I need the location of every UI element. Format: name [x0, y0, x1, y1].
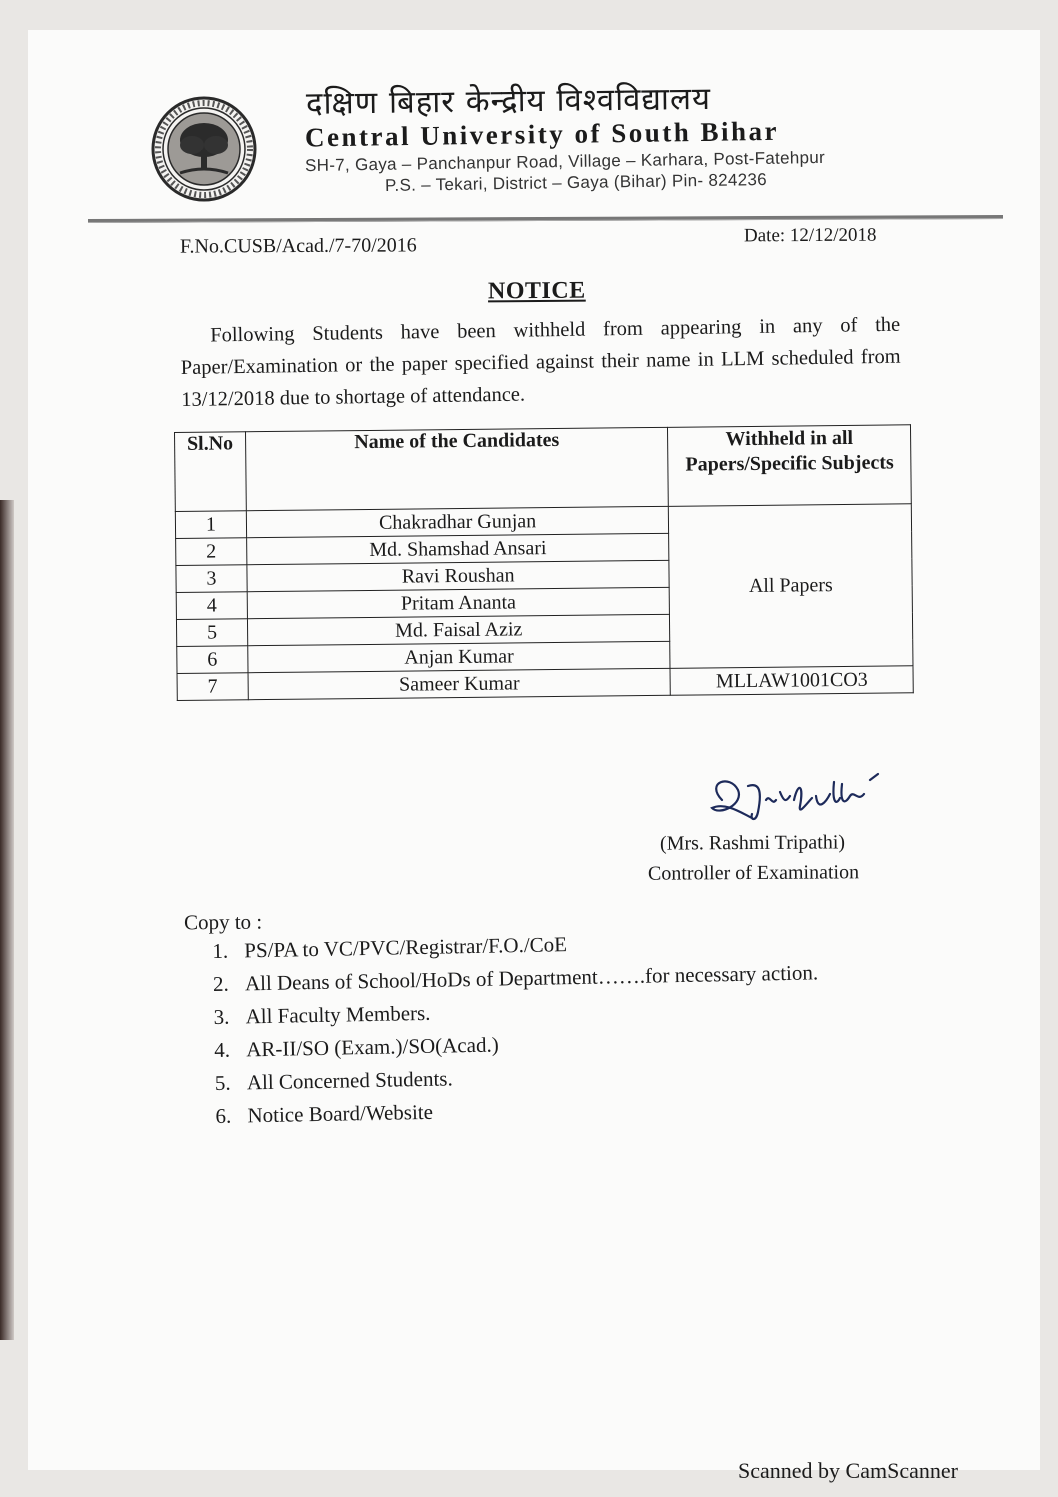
- row-candidate-name: Sameer Kumar: [248, 668, 671, 699]
- row-candidate-name: Md. Faisal Aziz: [247, 614, 670, 645]
- list-item: 3. All Faculty Members.: [213, 1000, 431, 1029]
- row-candidate-name: Md. Shamshad Ansari: [247, 533, 670, 564]
- header-sl-no: Sl.No: [175, 432, 247, 512]
- scanner-watermark: Scanned by CamScanner: [738, 1458, 958, 1483]
- candidates-table: [174, 424, 914, 701]
- scan-edge-shadow: [0, 500, 14, 1340]
- row-candidate-name: Chakradhar Gunjan: [246, 506, 669, 537]
- copy-to-item: PS/PA to VC/PVC/Registrar/F.O./CoE: [244, 932, 568, 963]
- signatory-designation: Controller of Examination: [647, 861, 860, 885]
- address-line-1: SH-7, Gaya – Panchanpur Road, Village – Karhara, Post-Fatehpur: [304, 147, 826, 176]
- copy-to-item: All Deans of School/HoDs of Department…….for necessary action.: [244, 960, 819, 996]
- notice-body: Following Students have been withheld from appearing in any of the Paper/Examination or the paper specified against their name in LLM scheduled from 13/12/2018 due to shortage of attendance.: [180, 313, 901, 411]
- list-item: 6. Notice Board/Website: [215, 1099, 434, 1128]
- copy-to-list: [212, 923, 821, 1133]
- list-item: 1. PS/PA to VC/PVC/Registrar/F.O./CoE: [212, 932, 568, 963]
- university-name-hindi: दक्षिण बिहार केन्द्रीय विश्वविद्यालय: [305, 80, 712, 122]
- copy-to-item: All Faculty Members.: [245, 1000, 431, 1029]
- row-withheld-status: All Papers: [669, 504, 913, 669]
- row-candidate-name: Pritam Ananta: [247, 587, 670, 618]
- notice-title: NOTICE: [487, 277, 586, 305]
- handwritten-signature-icon: [700, 772, 890, 832]
- copy-to-item: AR-II/SO (Exam.)/SO(Acad.): [245, 1032, 499, 1062]
- notice-date: Date: 12/12/2018: [743, 224, 877, 247]
- file-number: F.No.CUSB/Acad./7-70/2016: [179, 234, 417, 258]
- row-sl-no: 3: [176, 565, 247, 593]
- copy-to-item: All Concerned Students.: [246, 1066, 453, 1095]
- signatory-name: (Mrs. Rashmi Tripathi): [659, 831, 846, 855]
- row-sl-no: 2: [176, 538, 247, 566]
- row-candidate-name: Ravi Roushan: [247, 560, 670, 591]
- row-withheld-subject: MLLAW1001CO3: [670, 666, 913, 696]
- list-item: 2. All Deans of School/HoDs of Department…….for necessary action.: [212, 960, 819, 996]
- row-sl-no: 7: [177, 673, 248, 701]
- header-withheld: Withheld in all Papers/Specific Subjects: [668, 425, 911, 507]
- row-candidate-name: Anjan Kumar: [248, 641, 671, 672]
- row-sl-no: 1: [175, 511, 246, 539]
- list-item: 4. AR-II/SO (Exam.)/SO(Acad.): [213, 1032, 499, 1062]
- list-item: 5. All Concerned Students.: [214, 1066, 453, 1095]
- university-name: Central University of South Bihar: [304, 115, 780, 153]
- university-logo-icon: [150, 95, 258, 203]
- copy-to-item: Notice Board/Website: [247, 1099, 434, 1128]
- copy-to-label: Copy to :: [183, 909, 263, 935]
- row-sl-no: 6: [177, 646, 248, 674]
- table-header-row: [175, 425, 912, 512]
- header-candidate-name: Name of the Candidates: [245, 427, 668, 510]
- row-sl-no: 5: [176, 619, 247, 647]
- row-sl-no: 4: [176, 592, 247, 620]
- address-line-2: P.S. – Tekari, District – Gaya (Bihar) Pin- 824236: [384, 170, 768, 195]
